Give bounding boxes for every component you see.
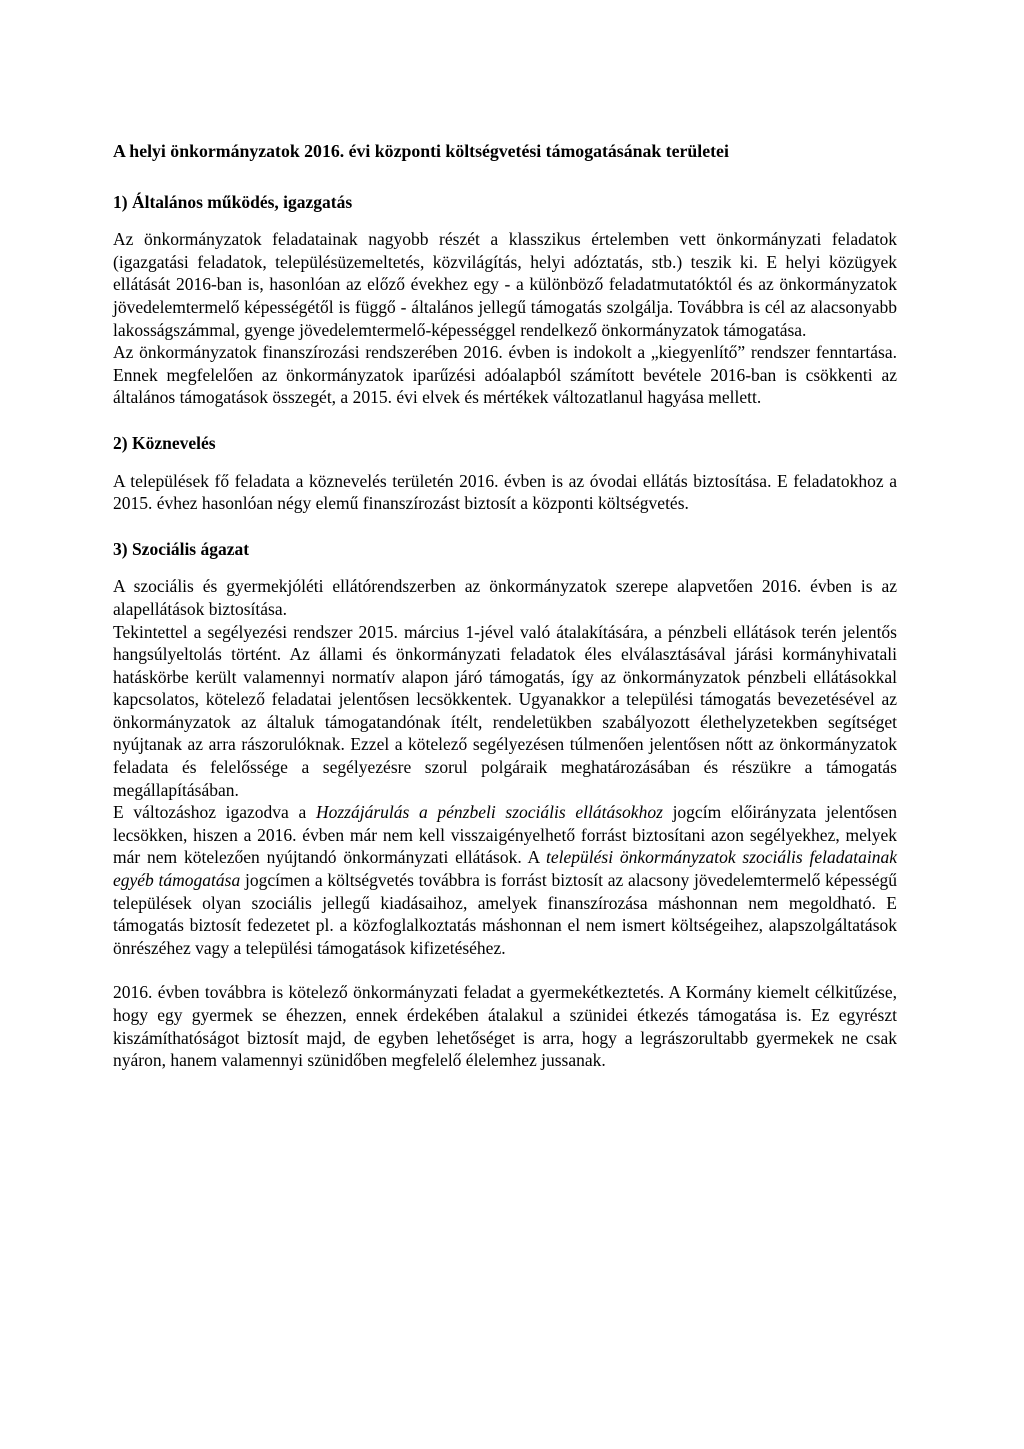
document-title: A helyi önkormányzatok 2016. évi központi költségvetési támogatásának területei xyxy=(113,141,729,161)
section-heading: 3) Szociális ágazat xyxy=(113,538,250,559)
section-general-operation xyxy=(113,191,897,409)
paragraph: A szociális és gyermekjóléti ellátórendszerben az önkormányzatok szerepe alapvetően 2016. évben is az alapellátások biztosítása. xyxy=(113,576,897,619)
paragraph: Az önkormányzatok finanszírozási rendszerében 2016. évben is indokolt a „kiegyenlítő” rendszer fenntartása. Ennek megfelelően az önkormányzatok iparűzési adóalapból számított bevétele 2016-ban is csökkenti az általános támogatások összegét, a 2015. évi elvek és mértékek változatlanul hagyása mellett. xyxy=(113,342,897,408)
section-heading: 1) Általános működés, igazgatás xyxy=(113,191,353,212)
paragraph: A települések fő feladata a köznevelés területén 2016. évben is az óvodai ellátás biztosítása. E feladatokhoz a 2015. évhez hasonlóan négy elemű finanszírozást biztosít a központi költségvetés. xyxy=(113,470,897,514)
text-run: jogcím előirányzata jelentősen lecsökken, hiszen a 2016. évben már nem kell visszaigényelhető forrást biztosítani azon segélyekhez, melyek már nem kötelezően nyújtandó önkormányzati ellátások. A xyxy=(113,802,897,868)
italic-title-run: Hozzájárulás a pénzbeli szociális ellátásokhoz xyxy=(315,802,663,823)
paragraph: Az önkormányzatok feladatainak nagyobb részét a klasszikus értelemben vett önkormányzati feladatok (igazgatási feladatok, településüzemeltetés, közvilágítás, helyi adóztatás, stb.) teszik ki. E helyi közügyek ellátását 2016-ban is, hasonlóan az előző évekhez egy - a különböző feladatmutatóktól és az önkormányzatok jövedelemtermelő képességétől is függő - általános jellegű támogatás szolgálja. Továbbra is cél az alacsonyabb lakosságszámmal, gyenge jövedelemtermelő-képességgel rendelkező önkormányzatok támogatása. xyxy=(113,229,897,340)
paragraph: 2016. évben továbbra is kötelező önkormányzati feladat a gyermekétkeztetés. A Kormány kiemelt célkitűzése, hogy egy gyermek se éhezzen, ennek érdekében átalakul a szünidei étkezés támogatása is. Ez egyrészt kiszámíthatóságot biztosít majd, de egyben lehetőséget is arra, hogy a legrászorultabb gyermekek ne csak nyáron, hanem valamennyi szünidőben megfelelő élelemhez jussanak. xyxy=(113,982,897,1071)
section-social-sector xyxy=(113,538,897,1072)
paragraph-gap xyxy=(113,959,897,981)
italic-title-run: települési önkormányzatok szociális feladatainak egyéb támogatása xyxy=(113,847,897,891)
paragraph-with-italics xyxy=(113,801,897,959)
text-run: jogcímen a költségvetés továbbra is forrást biztosít az alacsony jövedelemtermelő képességű települések olyan szociális jellegű kiadásaihoz, amelyek finanszírozása máshonnan nem megoldható. E támogatás biztosít fedezetet pl. a közfoglalkoztatás máshonnan el nem ismert költségeihez, alapszolgáltatások önrészéhez vagy a települési támogatások kifizetéséhez. xyxy=(113,870,897,958)
text-run: E változáshoz igazodva a xyxy=(113,802,316,823)
paragraph: Tekintettel a segélyezési rendszer 2015. március 1-jével való átalakítására, a pénzbeli ellátások terén jelentős hangsúlyeltolás történt. Az állami és önkormányzati feladatok éles elválasztásával járási kormányhivatali hatáskörbe került valamennyi normatív alapon járó támogatás, így az önkormányzatok pénzbeli ellátásokkal kapcsolatos, kötelező feladatai jelentősen lecsökkentek. Ugyanakkor a települési támogatás bevezetésével az önkormányzatok az általuk támogatandónak ítélt, rendeletükben szabályozott élethelyzetekben segítséget nyújtanak az arra rászorulóknak. Ezzel a kötelező segélyezésen túlmenően jelentősen nőtt az önkormányzatok feladata és felelőssége a segélyezésre szorul polgáraik meghatározásában és részükre a támogatás megállapításában. xyxy=(113,621,897,800)
section-public-education xyxy=(113,432,897,515)
section-heading: 2) Köznevelés xyxy=(113,432,216,453)
document-page xyxy=(113,140,897,1095)
